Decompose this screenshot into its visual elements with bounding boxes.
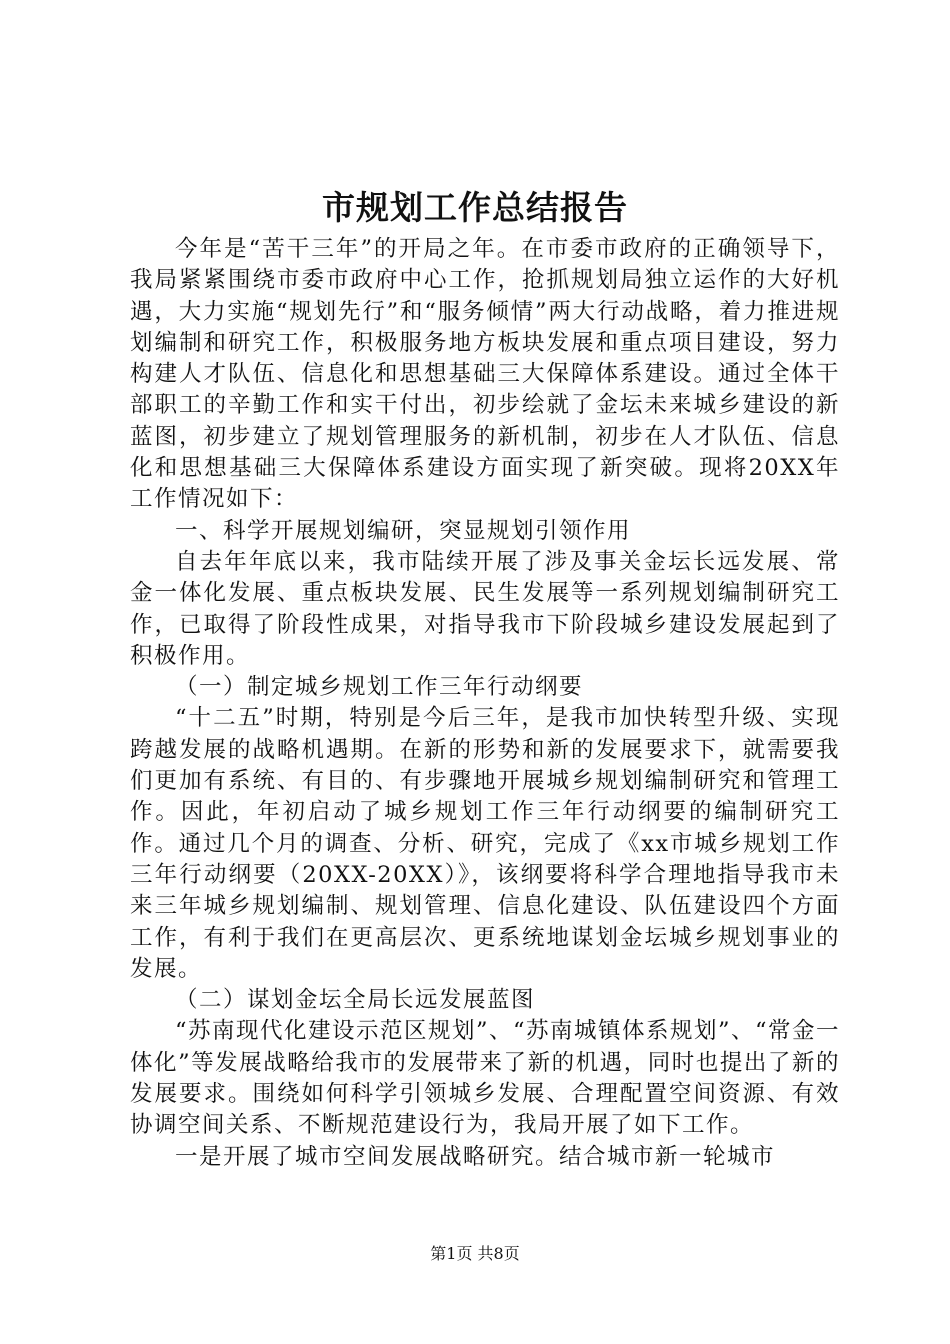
paragraph-subsection-1: “十二五”时期，特别是今后三年，是我市加快转型升级、实现跨越发展的战略机遇期。在新的形势和新的发展要求下，就需要我们更加有系统、有目的、有步骤地开展城乡规划编制研究和管理工作。因此，年初启动了城乡规划工作三年行动纲要的编制研究工作。通过几个月的调查、分析、研究，完成了《xx市城乡规划工作三年行动纲要（20XX-20XX）》，该纲要将科学合理地指导我市未来三年城乡规划编制、规划管理、信息化建设、队伍建设四个方面工作，有利于我们在更高层次、更系统地谋划金坛城乡规划事业的发展。: [130, 705, 840, 982]
paragraph-intro: 今年是“苦干三年”的开局之年。在市委市政府的正确领导下，我局紧紧围绕市委市政府中心工作，抢抓规划局独立运作的大好机遇，大力实施“规划先行”和“服务倾情”两大行动战略，着力推进规划编制和研究工作，积极服务地方板块发展和重点项目建设，努力构建人才队伍、信息化和思想基础三大保障体系建设。通过全体干部职工的辛勤工作和实干付出，初步绘就了金坛未来城乡建设的新蓝图，初步建立了规划管理服务的新机制，初步在人才队伍、信息化和思想基础三大保障体系建设方面实现了新突破。现将20XX年工作情况如下：: [130, 236, 840, 513]
subsection-heading-1: （一）制定城乡规划工作三年行动纲要: [175, 674, 584, 701]
page-number-footer: 第1页 共8页: [430, 1244, 520, 1263]
document-title: 市规划工作总结报告: [322, 188, 628, 227]
subsection-heading-2: （二）谋划金坛全局长远发展蓝图: [175, 987, 536, 1014]
paragraph-subsection-2: “苏南现代化建设示范区规划”、“苏南城镇体系规划”、“常金一体化”等发展战略给我市的发展带来了新的机遇，同时也提出了新的发展要求。围绕如何科学引领城乡发展、合理配置空间资源、有效协调空间关系、不断规范建设行为，我局开展了如下工作。: [130, 1018, 841, 1139]
paragraph-section-1: 自去年年底以来，我市陆续开展了涉及事关金坛长远发展、常金一体化发展、重点板块发展、民生发展等一系列规划编制研究工作，已取得了阶段性成果，对指导我市下阶段城乡建设发展起到了积极作用。: [130, 548, 840, 669]
section-heading-1: 一、科学开展规划编研，突显规划引领作用: [175, 517, 632, 544]
document-body: [130, 234, 840, 1173]
paragraph-item-1: 一是开展了城市空间发展战略研究。结合城市新一轮城市: [175, 1143, 776, 1170]
